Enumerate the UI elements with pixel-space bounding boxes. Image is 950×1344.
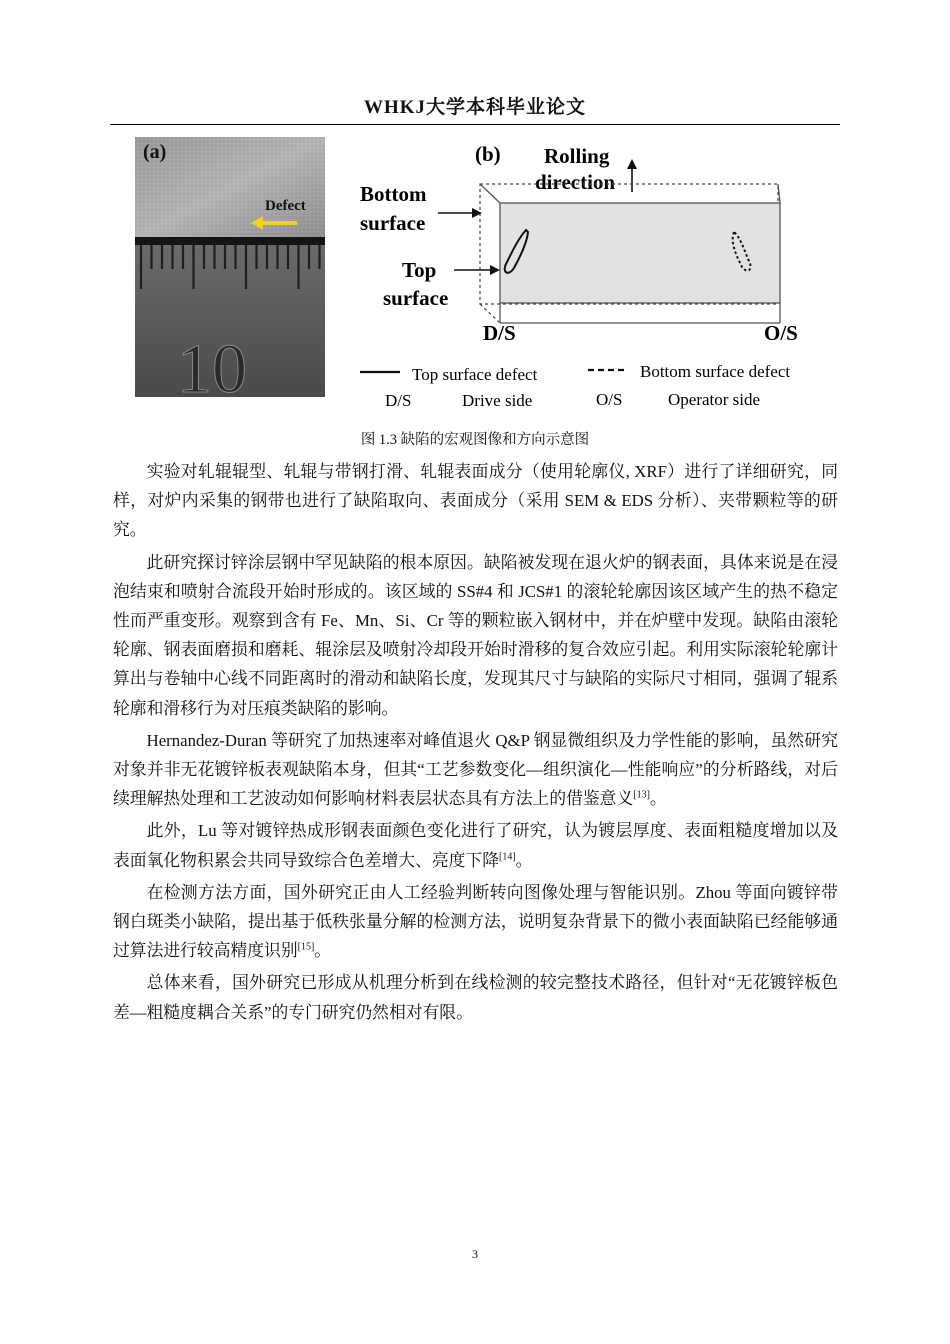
ds-label: D/S (483, 321, 516, 345)
figure-legend (360, 362, 790, 410)
legend-top-defect: Top surface defect (412, 365, 538, 384)
legend-ds-meaning: Drive side (462, 391, 533, 410)
paragraph (113, 457, 838, 545)
paragraph-text: 总体来看，国外研究已形成从机理分析到在线检测的较完整技术路径，但针对“无花镀锌板色差—粗糙度耦合关系”的专门研究仍然相对有限。 (113, 973, 838, 1022)
body-text (113, 457, 838, 1030)
paragraph (113, 968, 838, 1026)
panel-a-label: (a) (143, 141, 167, 163)
citation-ref: [15] (297, 941, 315, 953)
citation-ref: [13] (633, 789, 650, 801)
paragraph (113, 816, 838, 874)
paragraph (113, 878, 838, 966)
figure-caption: 图 1.3 缺陷的宏观图像和方向示意图 (360, 432, 590, 448)
top-surface-face (500, 203, 780, 303)
paragraph-end: 。 (649, 789, 667, 809)
orientation-diagram (350, 137, 830, 412)
running-header: WHKJ大学本科毕业论文 (363, 97, 587, 118)
rolling-direction-arrow-icon (627, 159, 637, 192)
legend-ds: D/S (385, 391, 412, 410)
bottom-surface-arrow-icon (438, 208, 482, 218)
defect-label: Defect (265, 198, 306, 214)
header-rule (110, 124, 840, 125)
top-surface-label-line1: Top (402, 258, 437, 282)
paragraph-text: 在检测方法方面，国外研究正由人工经验判断转向图像处理与智能识别。Zhou 等面向镀锌带钢白斑类小缺陷，提出基于低秩张量分解的检测方法，说明复杂背景下的微小表面缺陷已经能够通过算法进行较高精度识别 (113, 882, 838, 961)
paragraph (113, 548, 838, 723)
page-number: 3 (472, 1247, 478, 1261)
rolling-direction-line2: direction (535, 170, 616, 194)
paragraph-text: 此外，Lu 等对镀锌热成形钢表面颜色变化进行了研究，认为镀层厚度、表面粗糙度增加以及表面氧化物积累会共同导致综合色差增大、亮度下降 (113, 821, 838, 870)
legend-os-meaning: Operator side (668, 390, 761, 409)
top-surface-label-line2: surface (383, 286, 449, 310)
paragraph-end: 。 (314, 941, 332, 961)
panel-b-label: (b) (475, 142, 501, 166)
paragraph-text: 实验对轧辊辊型、轧辊与带钢打滑、轧辊表面成分（使用轮廓仪, XRF）进行了详细研究，同样，对炉内采集的钢带也进行了缺陷取向、表面成分（采用 SEM & EDS 分析）、夹带颗粒等的研究。 (113, 462, 838, 540)
legend-os: O/S (596, 390, 623, 409)
paragraph-text: 此研究探讨锌涂层钢中罕见缺陷的根本原因。缺陷被发现在退火炉的钢表面，具体来说是在浸泡结束和喷射合流段开始时形成的。该区域的 SS#4 和 JCS#1 的滚轮轮廓因该区域产生的热不稳定性而严重变形。观察到含有 Fe、Mn、Si、Cr 等的颗粒嵌入钢材中，并在炉壁中发现。缺陷由滚轮轮廓、钢表面磨损和磨耗、辊涂层及喷射冷却段开始时滑移的复合效应引起。利用实际滚轮轮廓计算出与卷轴中心线不同距离时的滑动和缺陷长度，发现其尺寸与缺陷的实际尺寸相同，强调了辊系轮廓和滑移行为对压痕类缺陷的影响。 (113, 552, 838, 718)
os-label: O/S (764, 321, 798, 345)
bottom-surface-label-line1: Bottom (360, 182, 427, 206)
paragraph (113, 726, 838, 814)
defect-photo (135, 137, 325, 397)
legend-bottom-defect: Bottom surface defect (640, 362, 791, 381)
paragraph-text: Hernandez-Duran 等研究了加热速率对峰值退火 Q&P 钢显微组织及力学性能的影响，虽然研究对象并非无花镀锌板表观缺陷本身，但其“工艺参数变化—组织演化—性能响应”的分析路线，对后续理解热处理和工艺波动如何影响材料表层状态具有方法上的借鉴意义 (113, 730, 838, 809)
citation-ref: [14] (498, 851, 516, 863)
bottom-surface-label-line2: surface (360, 211, 426, 235)
ruler-number: 10 (177, 331, 247, 397)
top-surface-arrow-icon (454, 265, 500, 275)
paragraph-end: 。 (515, 850, 533, 870)
rolling-direction-line1: Rolling (544, 144, 610, 168)
